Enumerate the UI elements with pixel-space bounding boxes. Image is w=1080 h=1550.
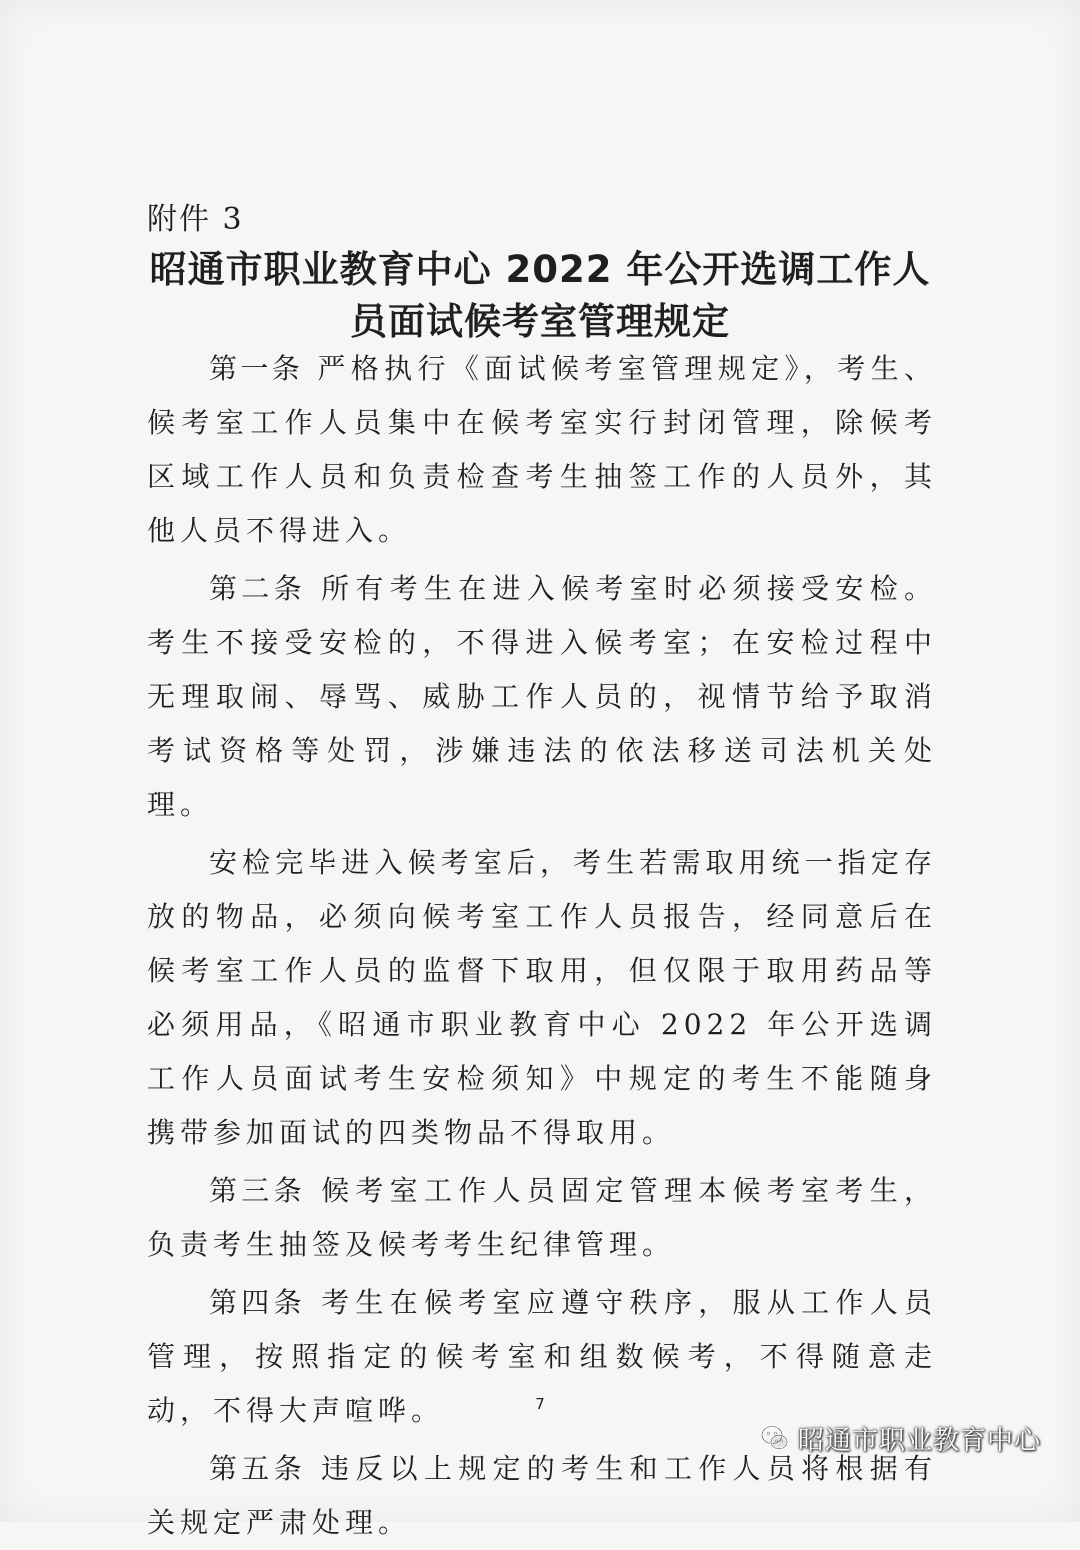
article-number: 第一条 bbox=[209, 352, 304, 385]
document-title-line-1: 昭通市职业教育中心 2022 年公开选调工作人 bbox=[149, 248, 931, 291]
document-body bbox=[147, 342, 937, 1550]
article-number: 第五条 bbox=[209, 1452, 306, 1485]
article-paragraph bbox=[147, 1442, 937, 1550]
article-number: 第三条 bbox=[209, 1174, 306, 1207]
document-title-line-2: 员面试候考室管理规定 bbox=[350, 300, 730, 343]
wechat-icon bbox=[760, 1423, 790, 1453]
watermark-account-name: 昭通市职业教育中心 bbox=[798, 1425, 1042, 1456]
attachment-label: 附件 3 bbox=[147, 202, 244, 237]
article-number: 第四条 bbox=[209, 1286, 306, 1319]
article-paragraph bbox=[147, 1164, 937, 1272]
article-text: 候考室工作人员固定管理本候考室考生，负责考生抽签及候考考生纪律管理。 bbox=[147, 1174, 937, 1261]
continuation-paragraph bbox=[147, 836, 937, 1160]
article-text: 违反以上规定的考生和工作人员将根据有关规定严肃处理。 bbox=[147, 1452, 937, 1539]
wechat-watermark bbox=[760, 1418, 1041, 1458]
article-paragraph bbox=[147, 562, 937, 832]
article-paragraph bbox=[147, 342, 937, 558]
article-number: 第二条 bbox=[209, 572, 306, 605]
article-text: 考生在候考室应遵守秩序，服从工作人员管理，按照指定的候考室和组数候考，不得随意走动，不得大声喧哗。 bbox=[147, 1286, 937, 1427]
page-number: 7 bbox=[535, 1395, 545, 1413]
article-text: 所有考生在进入候考室时必须接受安检。考生不接受安检的，不得进入候考室；在安检过程中无理取闹、辱骂、威胁工作人员的，视情节给予取消考试资格等处罚，涉嫌违法的依法移送司法机关处理。 bbox=[147, 572, 937, 821]
paragraph-text: 安检完毕进入候考室后，考生若需取用统一指定存放的物品，必须向候考室工作人员报告，经同意后在候考室工作人员的监督下取用，但仅限于取用药品等必须用品，《昭通市职业教育中心 2022 年公开选调工作人员面试考生安检须知》中规定的考生不能随身携带参加面试的四类物品不得取用。 bbox=[147, 846, 937, 1149]
article-text: 严格执行《面试候考室管理规定》，考生、候考室工作人员集中在候考室实行封闭管理，除候考区域工作人员和负责检查考生抽签工作的人员外，其他人员不得进入。 bbox=[147, 352, 937, 547]
